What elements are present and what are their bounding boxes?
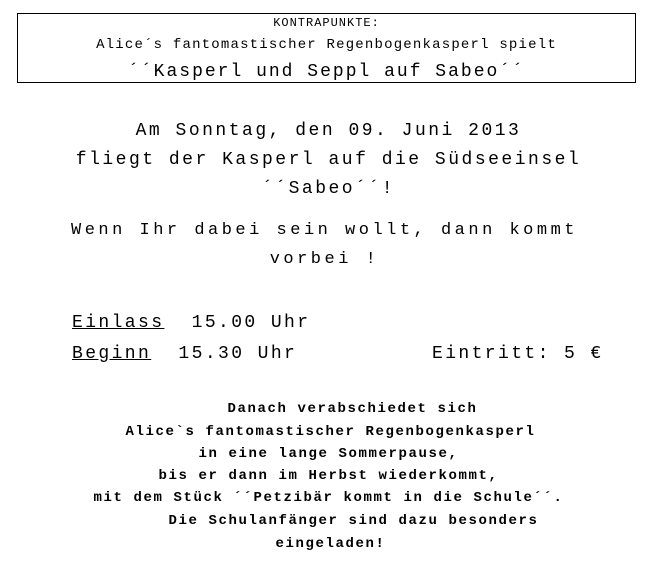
invitation-line-2: vorbei ! [269, 250, 380, 269]
beginn-label: Beginn [72, 344, 152, 364]
beginn-time: 15.30 Uhr [178, 344, 298, 364]
closing-line-2: Alice`s fantomastischer Regenbogenkasperl [125, 424, 536, 440]
closing-line-7: eingeladen! [275, 536, 386, 552]
announcement-line-3: ´´Sabeo´´! [261, 179, 396, 199]
invitation-line-1: Wenn Ihr dabei sein wollt, dann kommt [71, 221, 578, 240]
header-box [17, 13, 636, 83]
closing-line-4: bis er dann im Herbst wiederkommt, [158, 468, 499, 484]
header-subtitle: Alice´s fantomastischer Regenbogenkasperl spielt [96, 37, 557, 53]
einlass-label: Einlass [72, 313, 165, 333]
einlass-row [72, 313, 310, 333]
announcement-line-2: fliegt der Kasperl auf die Südseeinsel [75, 150, 582, 170]
closing-line-1: Danach verabschiedet sich [227, 401, 478, 417]
eintritt-price: Eintritt: 5 € [432, 344, 604, 364]
closing-line-3: in eine lange Sommerpause, [198, 446, 459, 462]
einlass-time: 15.00 Uhr [191, 313, 311, 333]
beginn-row [72, 344, 297, 364]
closing-line-5: mit dem Stück ´´Petzibär kommt in die Schule´´. [93, 490, 564, 506]
header-label: KONTRAPUNKTE: [273, 16, 380, 30]
header-title: ´´Kasperl und Seppl auf Sabeo´´ [128, 62, 525, 82]
announcement-line-1: Am Sonntag, den 09. Juni 2013 [135, 121, 522, 141]
closing-line-6: Die Schulanfänger sind dazu besonders [168, 513, 539, 529]
